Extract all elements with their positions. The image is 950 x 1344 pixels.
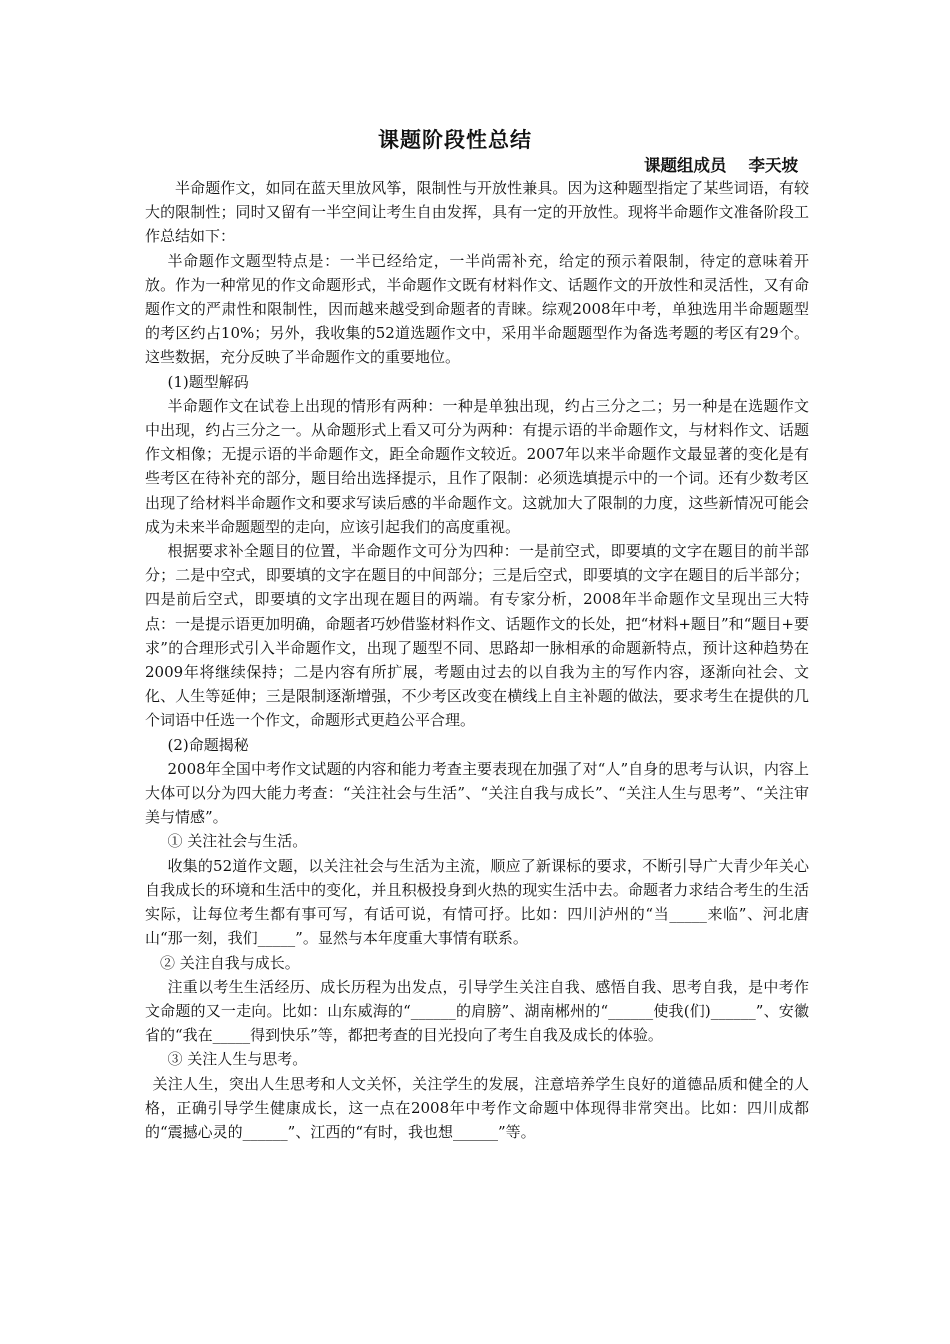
subheading-life: ③ 关注人生与思考。 [167, 1050, 308, 1069]
section-heading-secrets: (2)命题揭秘 [167, 735, 249, 754]
author-role: 课题组成员 [644, 156, 727, 175]
author-name: 李天坡 [748, 156, 798, 175]
paragraph-society: 收集的52道作文题，以关注社会与生活为主流，顺应了新课标的要求，不断引导广大青少年关心自我成长的环境和生活中的变化，并且积极投身到火热的现实生活中去。命题者力求结合考生的生活实际，让每位考生都有事可写，有话可说，有情可抒。比如：四川泸州的“当_____来临”、河北唐山“那一刻，我们_____”。显然与本年度重大事情有联系。 [145, 856, 809, 948]
paragraph-intro: 半命题作文，如同在蓝天里放风筝，限制性与开放性兼具。因为这种题型指定了某些词语，有较大的限制性；同时又留有一半空间让考生自由发挥，具有一定的开放性。现将半命题作文准备阶段工作总结如下： [145, 179, 809, 246]
document-title: 课题阶段性总结 [378, 128, 532, 152]
subheading-self: ② 关注自我与成长。 [160, 953, 300, 972]
author-line [644, 152, 798, 176]
paragraph-types: 根据要求补全题目的位置，半命题作文可分为四种：一是前空式，即要填的文字在题目的前半部分；二是中空式，即要填的文字在题目的中间部分；三是后空式，即要填的文字在题目的后半部分；四是前后空式，即要填的文字出现在题目的两端。有专家分析，2008年半命题作文呈现出三大特点：一是提示语更加明确，命题者巧妙借鉴材料作文、话题作文的长处，把“材料+题目”和“题目+要求”的合理形式引入半命题作文，出现了题型不同、思路却一脉相承的命题新特点，预计这种趋势在2009年将继续保持；二是内容有所扩展，考题由过去的以自我为主的写作内容，逐渐向社会、文化、人生等延伸；三是限制逐渐增强，不少考区改变在横线上自主补题的做法，要求考生在提供的几个词语中任选一个作文，命题形式更趋公平合理。 [145, 542, 809, 730]
paragraph-self: 注重以考生生活经历、成长历程为出发点，引导学生关注自我、感悟自我、思考自我，是中考作文命题的又一走向。比如：山东威海的“______的肩膀”、湖南郴州的“______使我(们)______”、安徽省的“我在_____得到快乐”等，都把考查的目光投向了考生自我及成长的体验。 [145, 977, 809, 1045]
subheading-society: ① 关注社会与生活。 [167, 832, 308, 851]
paragraph-features: 半命题作文题型特点是：一半已经给定，一半尚需补充，给定的预示着限制，待定的意味着开放。作为一种常见的作文命题形式，半命题作文既有材料作文、话题作文的开放性和灵活性，又有命题作文的严肃性和限制性，因而越来越受到命题者的青睐。综观2008年中考，单独选用半命题题型的考区约占10%；另外，我收集的52道选题作文中，采用半命题题型作为备选考题的考区有29个。这些数据，充分反映了半命题作文的重要地位。 [145, 251, 809, 367]
paragraph-decoding: 半命题作文在试卷上出现的情形有两种：一种是单独出现，约占三分之二；另一种是在选题作文中出现，约占三分之一。从命题形式上看又可分为两种：有提示语的半命题作文，与材料作文、话题作文相像；无提示语的半命题作文，距全命题作文较近。2007年以来半命题作文最显著的变化是有些考区在待补充的部分，题目给出选择提示，且作了限制：必须选填提示中的一个词。还有少数考区出现了给材料半命题作文和要求写读后感的半命题作文。这就加大了限制的力度，这些新情况可能会成为未来半命题题型的走向，应该引起我们的高度重视。 [145, 396, 809, 536]
section-heading-decoding: (1)题型解码 [167, 372, 249, 391]
paragraph-life: 关注人生，突出人生思考和人文关怀，关注学生的发展，注意培养学生良好的道德品质和健全的人格，正确引导学生健康成长，这一点在2008年中考作文命题中体现得非常突出。比如：四川成都的“震撼心灵的______”、江西的“有时，我也想______”等。 [145, 1074, 809, 1141]
document-body [145, 176, 809, 1144]
paragraph-secrets: 2008年全国中考作文试题的内容和能力考查主要表现在加强了对“人”自身的思考与认识，内容上大体可以分为四大能力考查：“关注社会与生活”、“关注自我与成长”、“关注人生与思考”、“关注审美与情感”。 [145, 759, 809, 827]
